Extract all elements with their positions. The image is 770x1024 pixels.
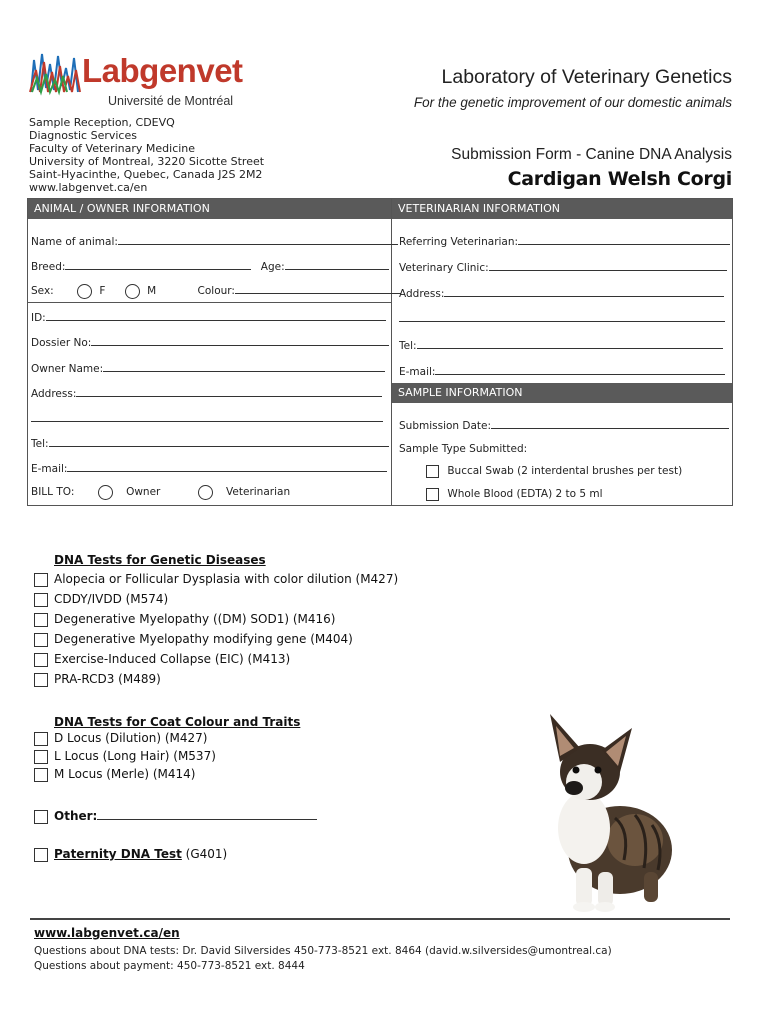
animal-name-label: Name of animal: (31, 236, 118, 248)
test-checkbox[interactable] (34, 768, 48, 782)
address-line: Diagnostic Services (29, 129, 137, 143)
paternity-test-item[interactable] (34, 844, 227, 864)
owner-name-field[interactable] (31, 361, 385, 375)
test-label: Alopecia or Follicular Dysplasia with color dilution (M427) (54, 572, 399, 586)
other-checkbox[interactable] (34, 810, 48, 824)
test-item[interactable] (34, 569, 398, 589)
sex-male-radio[interactable] (125, 284, 140, 299)
breed-age-row (31, 259, 389, 273)
footer-payment-contact: Questions about payment: 450-773-8521 ext. 8444 (34, 960, 305, 972)
lab-tagline: For the genetic improvement of our domestic animals (413, 95, 732, 110)
sex-colour-row (31, 281, 401, 301)
id-field[interactable] (31, 310, 386, 324)
logo-wordmark: Labgenvet (82, 52, 243, 89)
vet-email-label: E-mail: (399, 366, 436, 378)
whole-blood-option[interactable] (426, 485, 603, 503)
owner-name-label: Owner Name: (31, 363, 104, 375)
address-website[interactable]: www.labgenvet.ca/en (29, 181, 148, 195)
address-line: Sample Reception, CDEVQ (29, 116, 175, 129)
bill-owner-label: Owner (126, 486, 161, 498)
buccal-swab-option[interactable] (426, 462, 682, 480)
colour-label: Colour: (197, 285, 235, 297)
corgi-photo (540, 700, 680, 915)
vet-email-field[interactable] (399, 364, 725, 378)
paternity-checkbox[interactable] (34, 848, 48, 862)
address-line: University of Montreal, 3220 Sicotte Street (29, 155, 265, 169)
vet-info-header: VETERINARIAN INFORMATION (392, 199, 732, 219)
bill-vet-radio[interactable] (198, 485, 213, 500)
test-label: Exercise-Induced Collapse (EIC) (M413) (54, 652, 291, 666)
footer-divider (30, 918, 730, 920)
owner-address-label: Address: (31, 388, 77, 400)
test-label: Degenerative Myelopathy ((DM) SOD1) (M416) (54, 612, 336, 626)
age-label: Age: (260, 261, 285, 273)
test-label: L Locus (Long Hair) (M537) (54, 749, 216, 763)
animal-name-field[interactable] (31, 234, 398, 248)
other-test-field[interactable] (34, 806, 317, 826)
coat-tests-title: DNA Tests for Coat Colour and Traits (54, 715, 301, 729)
owner-email-field[interactable] (31, 461, 387, 475)
owner-email-label: E-mail: (31, 463, 68, 475)
test-item[interactable] (34, 747, 216, 765)
test-label: D Locus (Dilution) (M427) (54, 731, 208, 745)
sex-label: Sex: (31, 285, 54, 297)
vet-clinic-field[interactable] (399, 260, 727, 274)
address-block (29, 116, 264, 195)
test-item[interactable] (34, 609, 398, 629)
test-label: M Locus (Merle) (M414) (54, 767, 196, 781)
test-item[interactable] (34, 629, 398, 649)
test-item[interactable] (34, 765, 216, 783)
test-item[interactable] (34, 729, 216, 747)
breed-label: Breed: (31, 261, 66, 273)
age-input[interactable] (285, 259, 389, 270)
whole-blood-label: Whole Blood (EDTA) 2 to 5 ml (447, 488, 603, 500)
disease-tests-list (34, 569, 398, 689)
coat-tests-list (34, 729, 216, 783)
test-checkbox[interactable] (34, 613, 48, 627)
owner-tel-label: Tel: (31, 438, 49, 450)
lab-title: Laboratory of Veterinary Genetics (441, 66, 732, 88)
submission-date-field[interactable] (399, 418, 729, 432)
vet-tel-field[interactable] (399, 338, 723, 352)
test-checkbox[interactable] (34, 593, 48, 607)
dna-bars-icon (28, 50, 82, 96)
vet-clinic-label: Veterinary Clinic: (399, 262, 489, 274)
test-checkbox[interactable] (34, 732, 48, 746)
sex-female-radio[interactable] (77, 284, 92, 299)
bill-to-label: BILL TO: (31, 486, 75, 498)
test-label: Degenerative Myelopathy modifying gene (M404) (54, 632, 353, 646)
colour-input[interactable] (235, 283, 401, 294)
logo-subtitle: Université de Montréal (108, 94, 234, 108)
test-checkbox[interactable] (34, 653, 48, 667)
sample-type-label: Sample Type Submitted: (399, 443, 528, 455)
disease-tests-title: DNA Tests for Genetic Diseases (54, 553, 266, 567)
address-line: Faculty of Veterinary Medicine (29, 142, 196, 156)
owner-tel-field[interactable] (31, 436, 389, 450)
footer-dna-contact: Questions about DNA tests: Dr. David Silversides 450-773-8521 ext. 8464 (david.w.silversides@umontreal.ca) (34, 945, 612, 957)
test-item[interactable] (34, 649, 398, 669)
buccal-swab-checkbox[interactable] (426, 465, 439, 478)
test-label: CDDY/IVDD (M574) (54, 592, 169, 606)
test-checkbox[interactable] (34, 673, 48, 687)
dossier-field[interactable] (31, 335, 389, 349)
buccal-swab-label: Buccal Swab (2 interdental brushes per test) (447, 465, 683, 477)
vet-address-label: Address: (399, 288, 445, 300)
paternity-label: Paternity DNA Test (54, 847, 182, 861)
submission-date-label: Submission Date: (399, 420, 492, 432)
address-line: Saint-Hyacinthe, Quebec, Canada J2S 2M2 (29, 168, 263, 182)
breed-input[interactable] (65, 259, 251, 270)
bill-to-row (31, 482, 290, 502)
vet-address-line2[interactable] (399, 311, 725, 325)
referring-vet-field[interactable] (399, 234, 730, 248)
sex-male-label: M (147, 285, 157, 297)
referring-vet-label: Referring Veterinarian: (399, 236, 519, 248)
whole-blood-checkbox[interactable] (426, 488, 439, 501)
dossier-label: Dossier No: (31, 337, 92, 349)
owner-address-field[interactable] (31, 386, 382, 400)
breed-title: Cardigan Welsh Corgi (507, 168, 732, 190)
id-label: ID: (31, 312, 46, 324)
test-item[interactable] (34, 589, 398, 609)
test-checkbox[interactable] (34, 750, 48, 764)
form-subtitle: Submission Form - Canine DNA Analysis (451, 146, 732, 163)
test-checkbox[interactable] (34, 633, 48, 647)
sample-info-header: SAMPLE INFORMATION (392, 383, 732, 403)
owner-address-line2[interactable] (31, 411, 383, 425)
test-item[interactable] (34, 669, 398, 689)
vet-address-field[interactable] (399, 286, 724, 300)
paternity-code: (G401) (185, 847, 228, 861)
sex-female-label: F (99, 285, 106, 297)
vet-tel-label: Tel: (399, 340, 417, 352)
other-label: Other: (54, 809, 98, 823)
test-label: PRA-RCD3 (M489) (54, 672, 161, 686)
animal-owner-header: ANIMAL / OWNER INFORMATION (28, 199, 391, 219)
labgenvet-logo (28, 48, 243, 112)
bill-owner-radio[interactable] (98, 485, 113, 500)
test-checkbox[interactable] (34, 573, 48, 587)
footer-website-link[interactable]: www.labgenvet.ca/en (34, 926, 180, 940)
bill-vet-label: Veterinarian (226, 486, 291, 498)
